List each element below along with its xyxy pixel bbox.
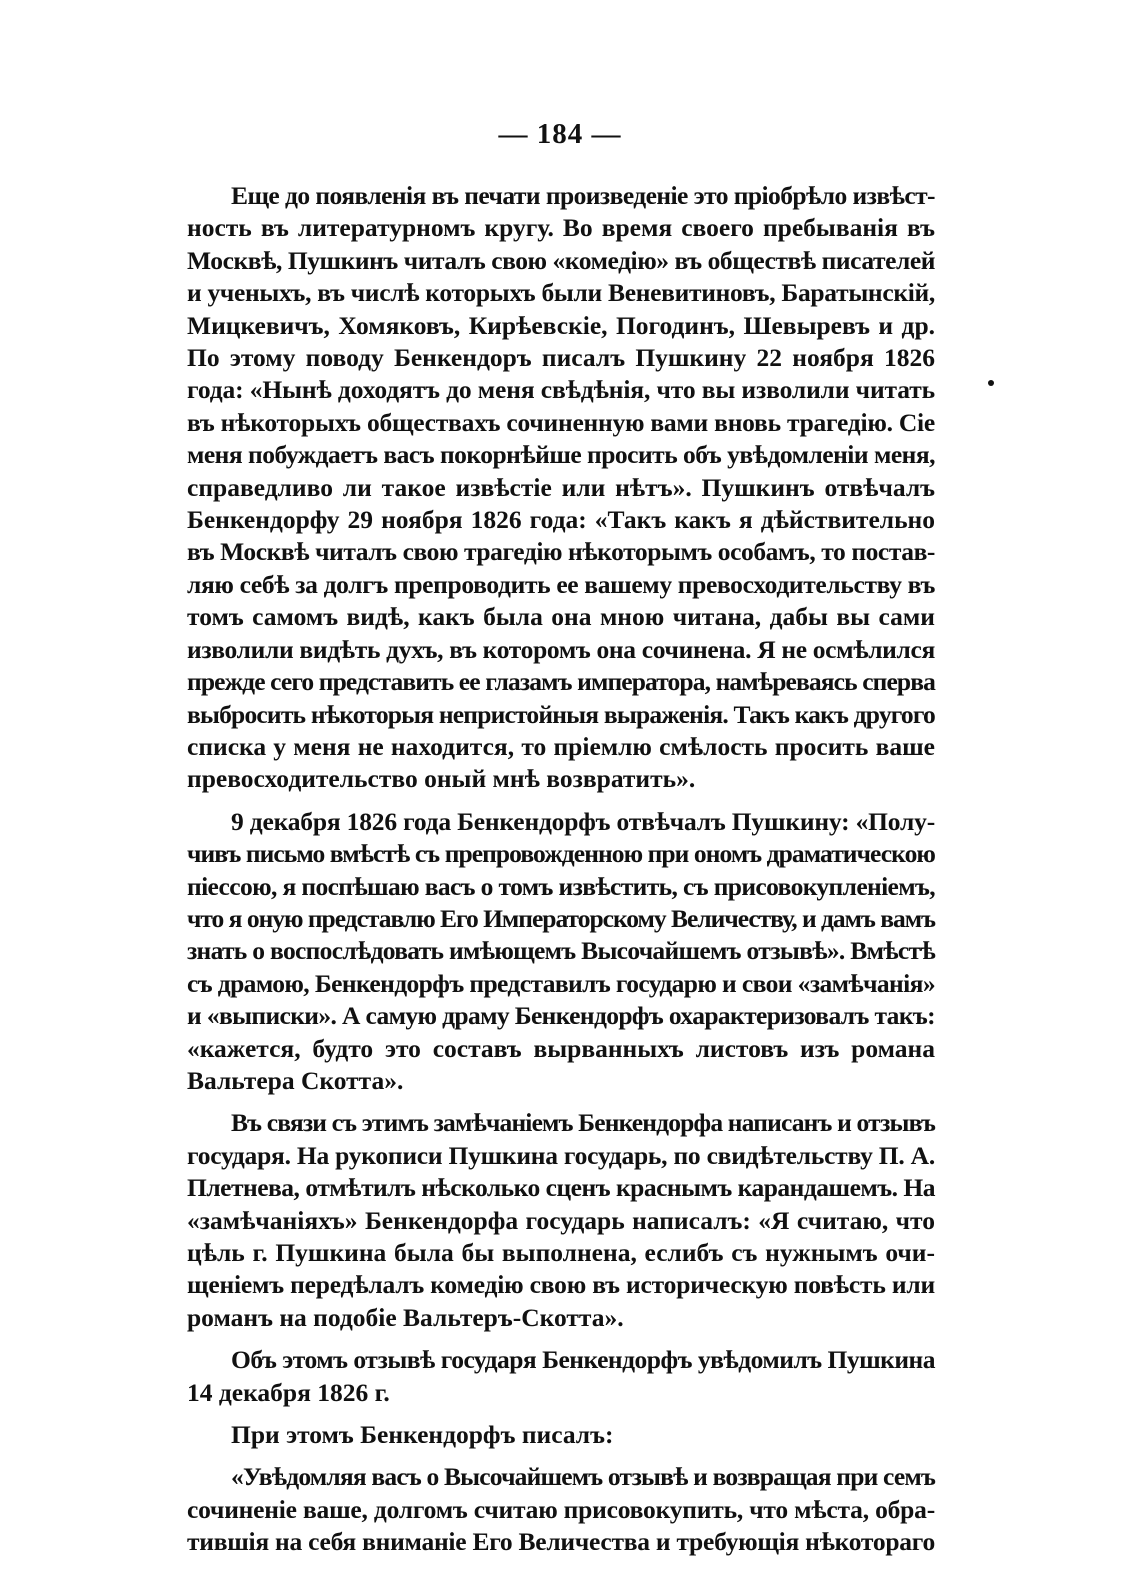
text-line: тившія на себя вниманіе Его Величества и требующія нѣкотораго — [187, 1527, 935, 1557]
paragraph-2 — [187, 806, 935, 1098]
text-line: При этомъ Бенкендорфъ писалъ: — [231, 1420, 614, 1450]
text-line: въ Москвѣ читалъ свою трагедію нѣкоторымъ особамъ, то постав- — [187, 537, 935, 567]
paragraph-5 — [187, 1419, 935, 1451]
text-line: «замѣчаніяхъ» Бенкендорфа государь написалъ: «Я считаю, что — [187, 1205, 935, 1235]
paragraph-6 — [187, 1461, 935, 1558]
text-line: піессою, я поспѣшаю васъ о томъ извѣстить, съ присовокупленіемъ, — [187, 871, 935, 901]
text-line: Мицкевичъ, Хомяковъ, Кирѣевскіе, Погодинъ, Шевыревъ и др. — [187, 310, 935, 340]
paragraph-3 — [187, 1107, 935, 1334]
text-line: въ нѣкоторыхъ обществахъ сочиненную вами вновь трагедію. Сіе — [187, 407, 935, 437]
text-line: ляю себѣ за долгъ препроводить ее вашему превосходительству въ — [187, 569, 935, 599]
text-line: превосходительство оный мнѣ возвратить». — [187, 764, 696, 794]
text-line: государя. На рукописи Пушкина государь, по свидѣтельству П. А. — [187, 1140, 935, 1170]
text-line: Еще до появленія въ печати произведеніе это пріобрѣло извѣст- — [231, 181, 935, 210]
text-line: романъ на подобіе Вальтеръ-Скотта». — [187, 1302, 624, 1332]
body-text — [187, 180, 935, 1569]
text-line: что я оную представлю Его Императорскому Величеству, и дамъ вамъ — [187, 903, 935, 933]
paragraph-4 — [187, 1344, 935, 1409]
text-line: цѣль г. Пушкина была бы выполнена, еслибъ съ нужнымъ очи- — [187, 1238, 935, 1267]
text-line: Плетнева, отмѣтилъ нѣсколько сценъ краснымъ карандашемъ. На — [187, 1173, 935, 1203]
text-line: Бенкендорфу 29 ноября 1826 года: «Такъ какъ я дѣйствительно — [187, 505, 935, 535]
text-line: и «выписки». А самую драму Бенкендорфъ охарактеризовалъ такъ: — [187, 1001, 935, 1031]
text-line: года: «Нынѣ доходятъ до меня свѣдѣнія, что вы изволили читать — [187, 375, 935, 405]
ink-speck — [988, 380, 994, 386]
text-line: Въ связи съ этимъ замѣчаніемъ Бенкендорфа написанъ и отзывъ — [231, 1108, 935, 1138]
text-line: щеніемъ передѣлалъ комедію свою въ историческую повѣсть или — [187, 1270, 935, 1300]
text-line: томъ самомъ видѣ, какъ была она мною читана, дабы вы сами — [187, 602, 935, 632]
text-line: меня побуждаетъ васъ покорнѣйше просить объ увѣдомленіи меня, — [187, 440, 935, 470]
text-line: прежде сего представить ее глазамъ императора, намѣреваясь сперва — [187, 667, 935, 697]
text-line: Объ этомъ отзывѣ государя Бенкендорфъ увѣдомилъ Пушкина — [231, 1345, 935, 1375]
text-line: Вальтера Скотта». — [187, 1065, 404, 1095]
text-line: знать о воспослѣдовать имѣющемъ Высочайшемъ отзывѣ». Вмѣстѣ — [187, 936, 935, 966]
page-number: — 184 — — [498, 118, 622, 150]
text-line: чивъ письмо вмѣстѣ съ препровожденною при ономъ драматическою — [187, 839, 935, 869]
text-line: изволили видѣть духъ, въ которомъ она сочинена. Я не осмѣлился — [187, 634, 935, 664]
text-line: Москвѣ, Пушкинъ читалъ свою «комедію» въ обществѣ писателей — [187, 245, 935, 275]
text-line: списка у меня не находится, то пріемлю смѣлость просить ваше — [187, 731, 935, 761]
text-line: и ученыхъ, въ числѣ которыхъ были Веневитиновъ, Баратынскій, — [187, 278, 935, 308]
text-line: сочиненіе ваше, долгомъ считаю присовокупить, что мѣста, обра- — [187, 1494, 935, 1524]
text-line: 14 декабря 1826 г. — [187, 1377, 390, 1407]
text-line: «кажется, будто это составъ вырванныхъ листовъ изъ романа — [187, 1033, 935, 1063]
text-line: съ драмою, Бенкендорфъ представилъ государю и свои «замѣчанія» — [187, 968, 936, 998]
text-line: По этому поводу Бенкендоръ писалъ Пушкину 22 ноября 1826 — [187, 343, 935, 373]
text-line: выбросить нѣкоторыя непристойныя выраженія. Такъ какъ другого — [187, 699, 935, 729]
text-line: «Увѣдомляя васъ о Высочайшемъ отзывѣ и возвращая при семъ — [231, 1462, 935, 1492]
text-line: справедливо ли такое извѣстіе или нѣтъ». Пушкинъ отвѣчалъ — [187, 472, 935, 502]
paragraph-1 — [187, 180, 935, 796]
text-line: ность въ литературномъ кругу. Во время своего пребыванія въ — [187, 213, 935, 243]
text-line: 9 декабря 1826 года Бенкендорфъ отвѣчалъ Пушкину: «Полу- — [231, 806, 935, 836]
